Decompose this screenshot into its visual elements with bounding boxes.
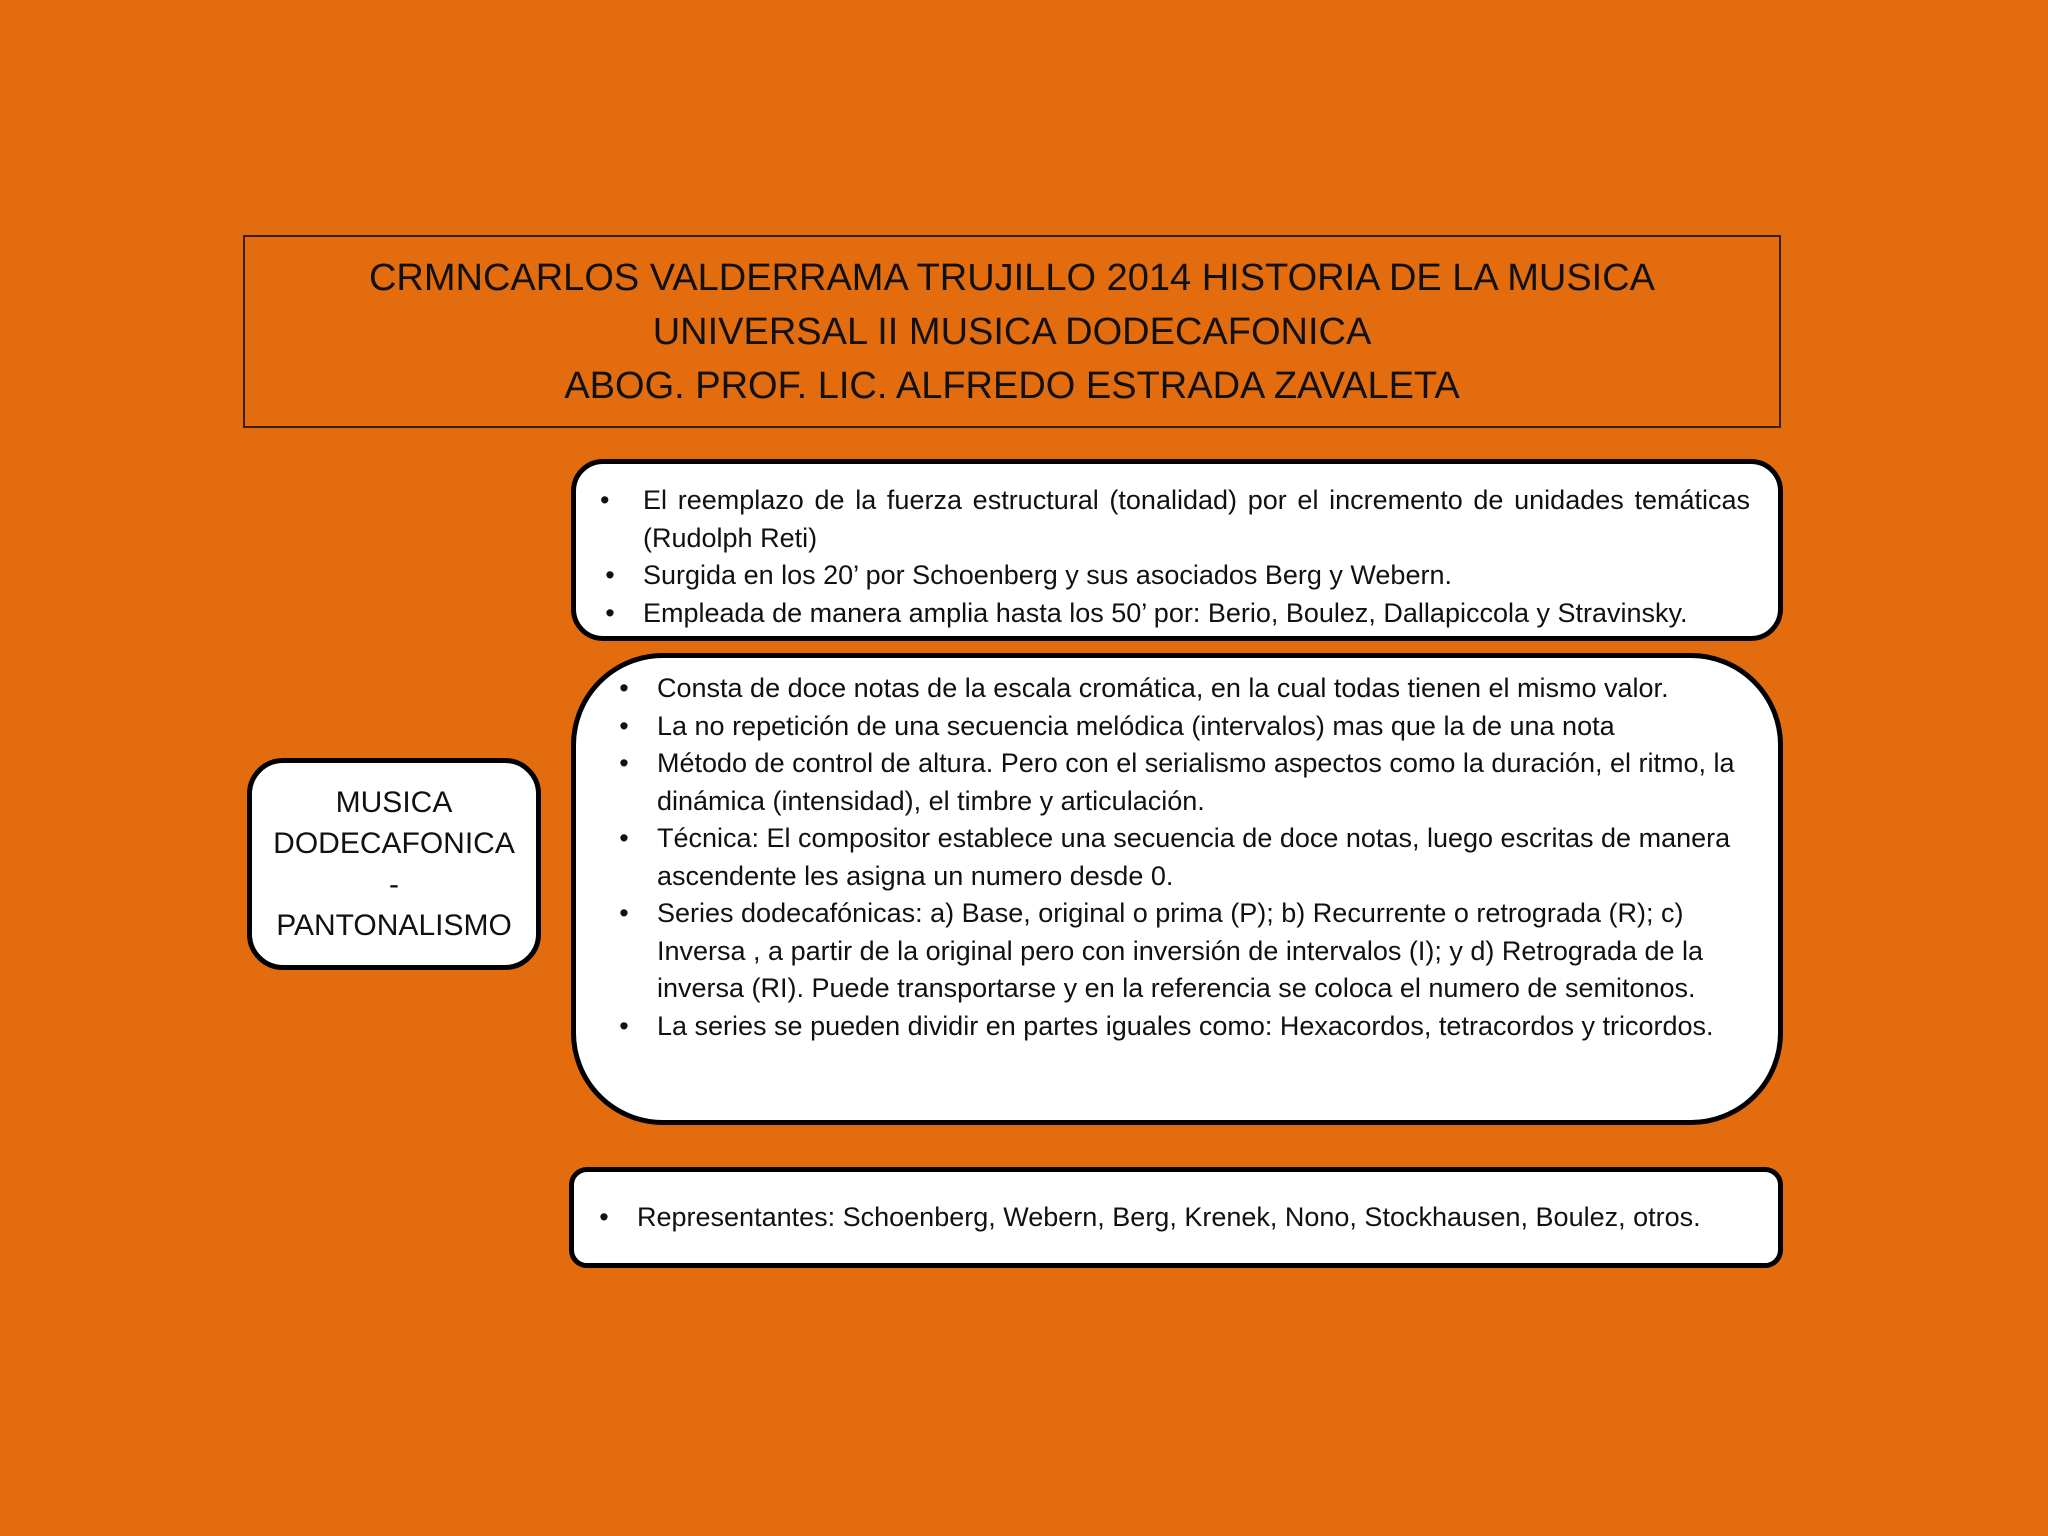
list-item-text: Empleada de manera amplia hasta los 50’ por: Berio, Boulez, Dallapiccola y Stravinsky.: [643, 597, 1688, 628]
representatives-list: [594, 1199, 1754, 1237]
bullet-icon: •: [599, 1201, 609, 1232]
list-item: [600, 482, 1750, 557]
bullet-icon: •: [600, 485, 610, 515]
title-box: [243, 235, 1781, 428]
list-item: [594, 1199, 1754, 1237]
list-item-text: Método de control de altura. Pero con el serialismo aspectos como la duración, el ritmo, la dinámica (intensidad), el timbre y articulación.: [657, 748, 1735, 816]
bullet-icon: •: [619, 748, 629, 778]
bullet-icon: •: [619, 1010, 629, 1041]
bullet-icon: •: [619, 673, 629, 703]
title-line-2: UNIVERSAL II MUSICA DODECAFONICA: [652, 310, 1372, 353]
topic-line-4: PANTONALISMO: [276, 909, 512, 942]
list-item: [614, 745, 1738, 820]
list-item-text: Series dodecafónicas: a) Base, original o prima (P); b) Recurrente o retrograda (R); c) Inversa , a partir de la original pero con inversión de intervalos (I); y d) Retrograda de la inversa (RI). Puede transportarse y en la referencia se coloca el numero de semitonos.: [657, 898, 1704, 1003]
characteristics-box: [571, 653, 1783, 1125]
title-line-1: CRMNCARLOS VALDERRAMA TRUJILLO 2014 HISTORIA DE LA MUSICA: [368, 256, 1656, 299]
list-item-text: Consta de doce notas de la escala cromática, en la cual todas tienen el mismo valor.: [657, 673, 1669, 703]
list-item: [614, 1008, 1738, 1046]
title-line-3: ABOG. PROF. LIC. ALFREDO ESTRADA ZAVALETA: [564, 364, 1460, 407]
topic-box: [247, 758, 541, 970]
representatives-box: [569, 1167, 1783, 1268]
characteristics-list: [614, 670, 1738, 1045]
list-item: [614, 708, 1738, 746]
topic-line-2: DODECAFONICA: [273, 827, 515, 860]
list-item-text: Representantes: Schoenberg, Webern, Berg, Krenek, Nono, Stockhausen, Boulez, otros.: [637, 1201, 1701, 1232]
list-item-text: Técnica: El compositor establece una secuencia de doce notas, luego escritas de manera ascendente les asigna un numero desde 0.: [657, 823, 1731, 891]
bullet-icon: •: [605, 560, 615, 590]
bullet-icon: •: [619, 710, 629, 741]
list-item: [600, 595, 1750, 633]
bullet-icon: •: [619, 823, 629, 853]
list-item-text: Surgida en los 20’ por Schoenberg y sus asociados Berg y Webern.: [643, 560, 1452, 590]
origin-list: [600, 482, 1750, 632]
bullet-icon: •: [619, 898, 629, 928]
list-item: [600, 557, 1750, 595]
list-item: [614, 895, 1738, 1008]
bullet-icon: •: [605, 597, 615, 628]
list-item-text: El reemplazo de la fuerza estructural (tonalidad) por el incremento de unidades temáticas (Rudolph Reti): [643, 485, 1750, 553]
topic-line-1: MUSICA: [335, 786, 453, 819]
list-item-text: La no repetición de una secuencia melódica (intervalos) mas que la de una nota: [657, 710, 1615, 741]
topic-line-3: -: [389, 868, 399, 901]
list-item-text: La series se pueden dividir en partes iguales como: Hexacordos, tetracordos y tricordos.: [657, 1010, 1714, 1041]
origin-box: [571, 459, 1783, 641]
list-item: [614, 670, 1738, 708]
list-item: [614, 820, 1738, 895]
